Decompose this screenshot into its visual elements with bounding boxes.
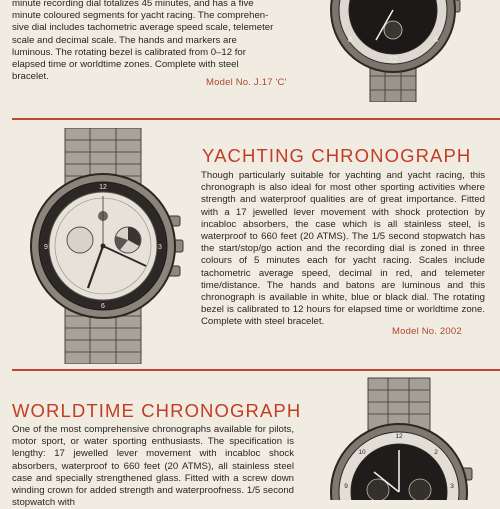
top-description bbox=[12, 0, 300, 83]
svg-text:10: 10 bbox=[358, 449, 366, 456]
svg-text:3: 3 bbox=[450, 483, 454, 490]
top-description-line: scale and decimal scale. The hands and markers are bbox=[12, 34, 237, 46]
svg-text:12: 12 bbox=[388, 55, 398, 64]
svg-text:3: 3 bbox=[158, 244, 162, 251]
svg-text:12: 12 bbox=[395, 433, 403, 440]
svg-text:9: 9 bbox=[44, 244, 48, 251]
worldtime-title: WORLDTIME CHRONOGRAPH bbox=[12, 400, 302, 421]
top-description-line: bracelet. bbox=[12, 71, 49, 83]
top-description-line: luminous. The rotating bezel is calibrated from 0–12 for bbox=[12, 46, 246, 58]
watch-photo-top bbox=[318, 0, 468, 102]
svg-text:4: 4 bbox=[433, 35, 439, 44]
top-model-number: Model No. J.17 'C' bbox=[206, 77, 287, 88]
watch-photo-yachting bbox=[20, 128, 190, 364]
section-divider bbox=[12, 369, 500, 371]
worldtime-description: One of the most comprehensive chronographs available for pilots, motor sport, or water sporting enthusiasts. The specification is lengthy: 17 jewelled lever movement with incabloc shock absorbers, waterproof to 660 feet (20 ATMS), all stainless steel case and specially strengthened glass. Fitted with a screw down winding crown for added strength and waterproofness. 1/5 second stopwatch with bbox=[12, 424, 294, 509]
yachting-title: YACHTING CHRONOGRAPH bbox=[202, 145, 472, 166]
svg-text:2: 2 bbox=[434, 449, 438, 456]
section-divider bbox=[12, 118, 500, 120]
svg-text:6: 6 bbox=[101, 303, 105, 310]
svg-text:9: 9 bbox=[344, 483, 348, 490]
yachting-model-number: Model No. 2002 bbox=[392, 326, 462, 337]
top-description-line: minute coloured segments for yacht racing. The comprehen- bbox=[12, 10, 269, 22]
top-description-line: elapsed time or worldtime zones. Complete with steel bbox=[12, 59, 239, 71]
yachting-description: Though particularly suitable for yachting and yacht racing, this chronograph is also ideal for most other sporting activities where strength and waterproof qualities are of great importance. Fitted with a 17 jewelled lever movement with shock protection by incabloc absorbers, the case which is all stainless steel, is waterproof to 660 feet (20 ATMS). The 1/5 second stopwatch has the start/stop/go action and the recording dial is zoned in three colours of 5 minutes each for yacht racing. Scales include tachometric average speed, decimal in red, and telemeter time/distance. The hands and batons are luminous and this chronograph is available in white, blue or black dial. The rotating bezel is calibrated to 12 hours for elapsed time or worldtime zone. Complete with steel bracelet. bbox=[201, 170, 485, 328]
watch-photo-worldtime bbox=[310, 372, 485, 500]
top-description-line: sive dial includes tachometric average speed scale, telemeter bbox=[12, 22, 274, 34]
svg-text:8: 8 bbox=[347, 35, 353, 44]
top-description-line: minute recording dial totalizes 45 minutes, and has a five bbox=[12, 0, 254, 9]
svg-text:12: 12 bbox=[99, 184, 107, 191]
